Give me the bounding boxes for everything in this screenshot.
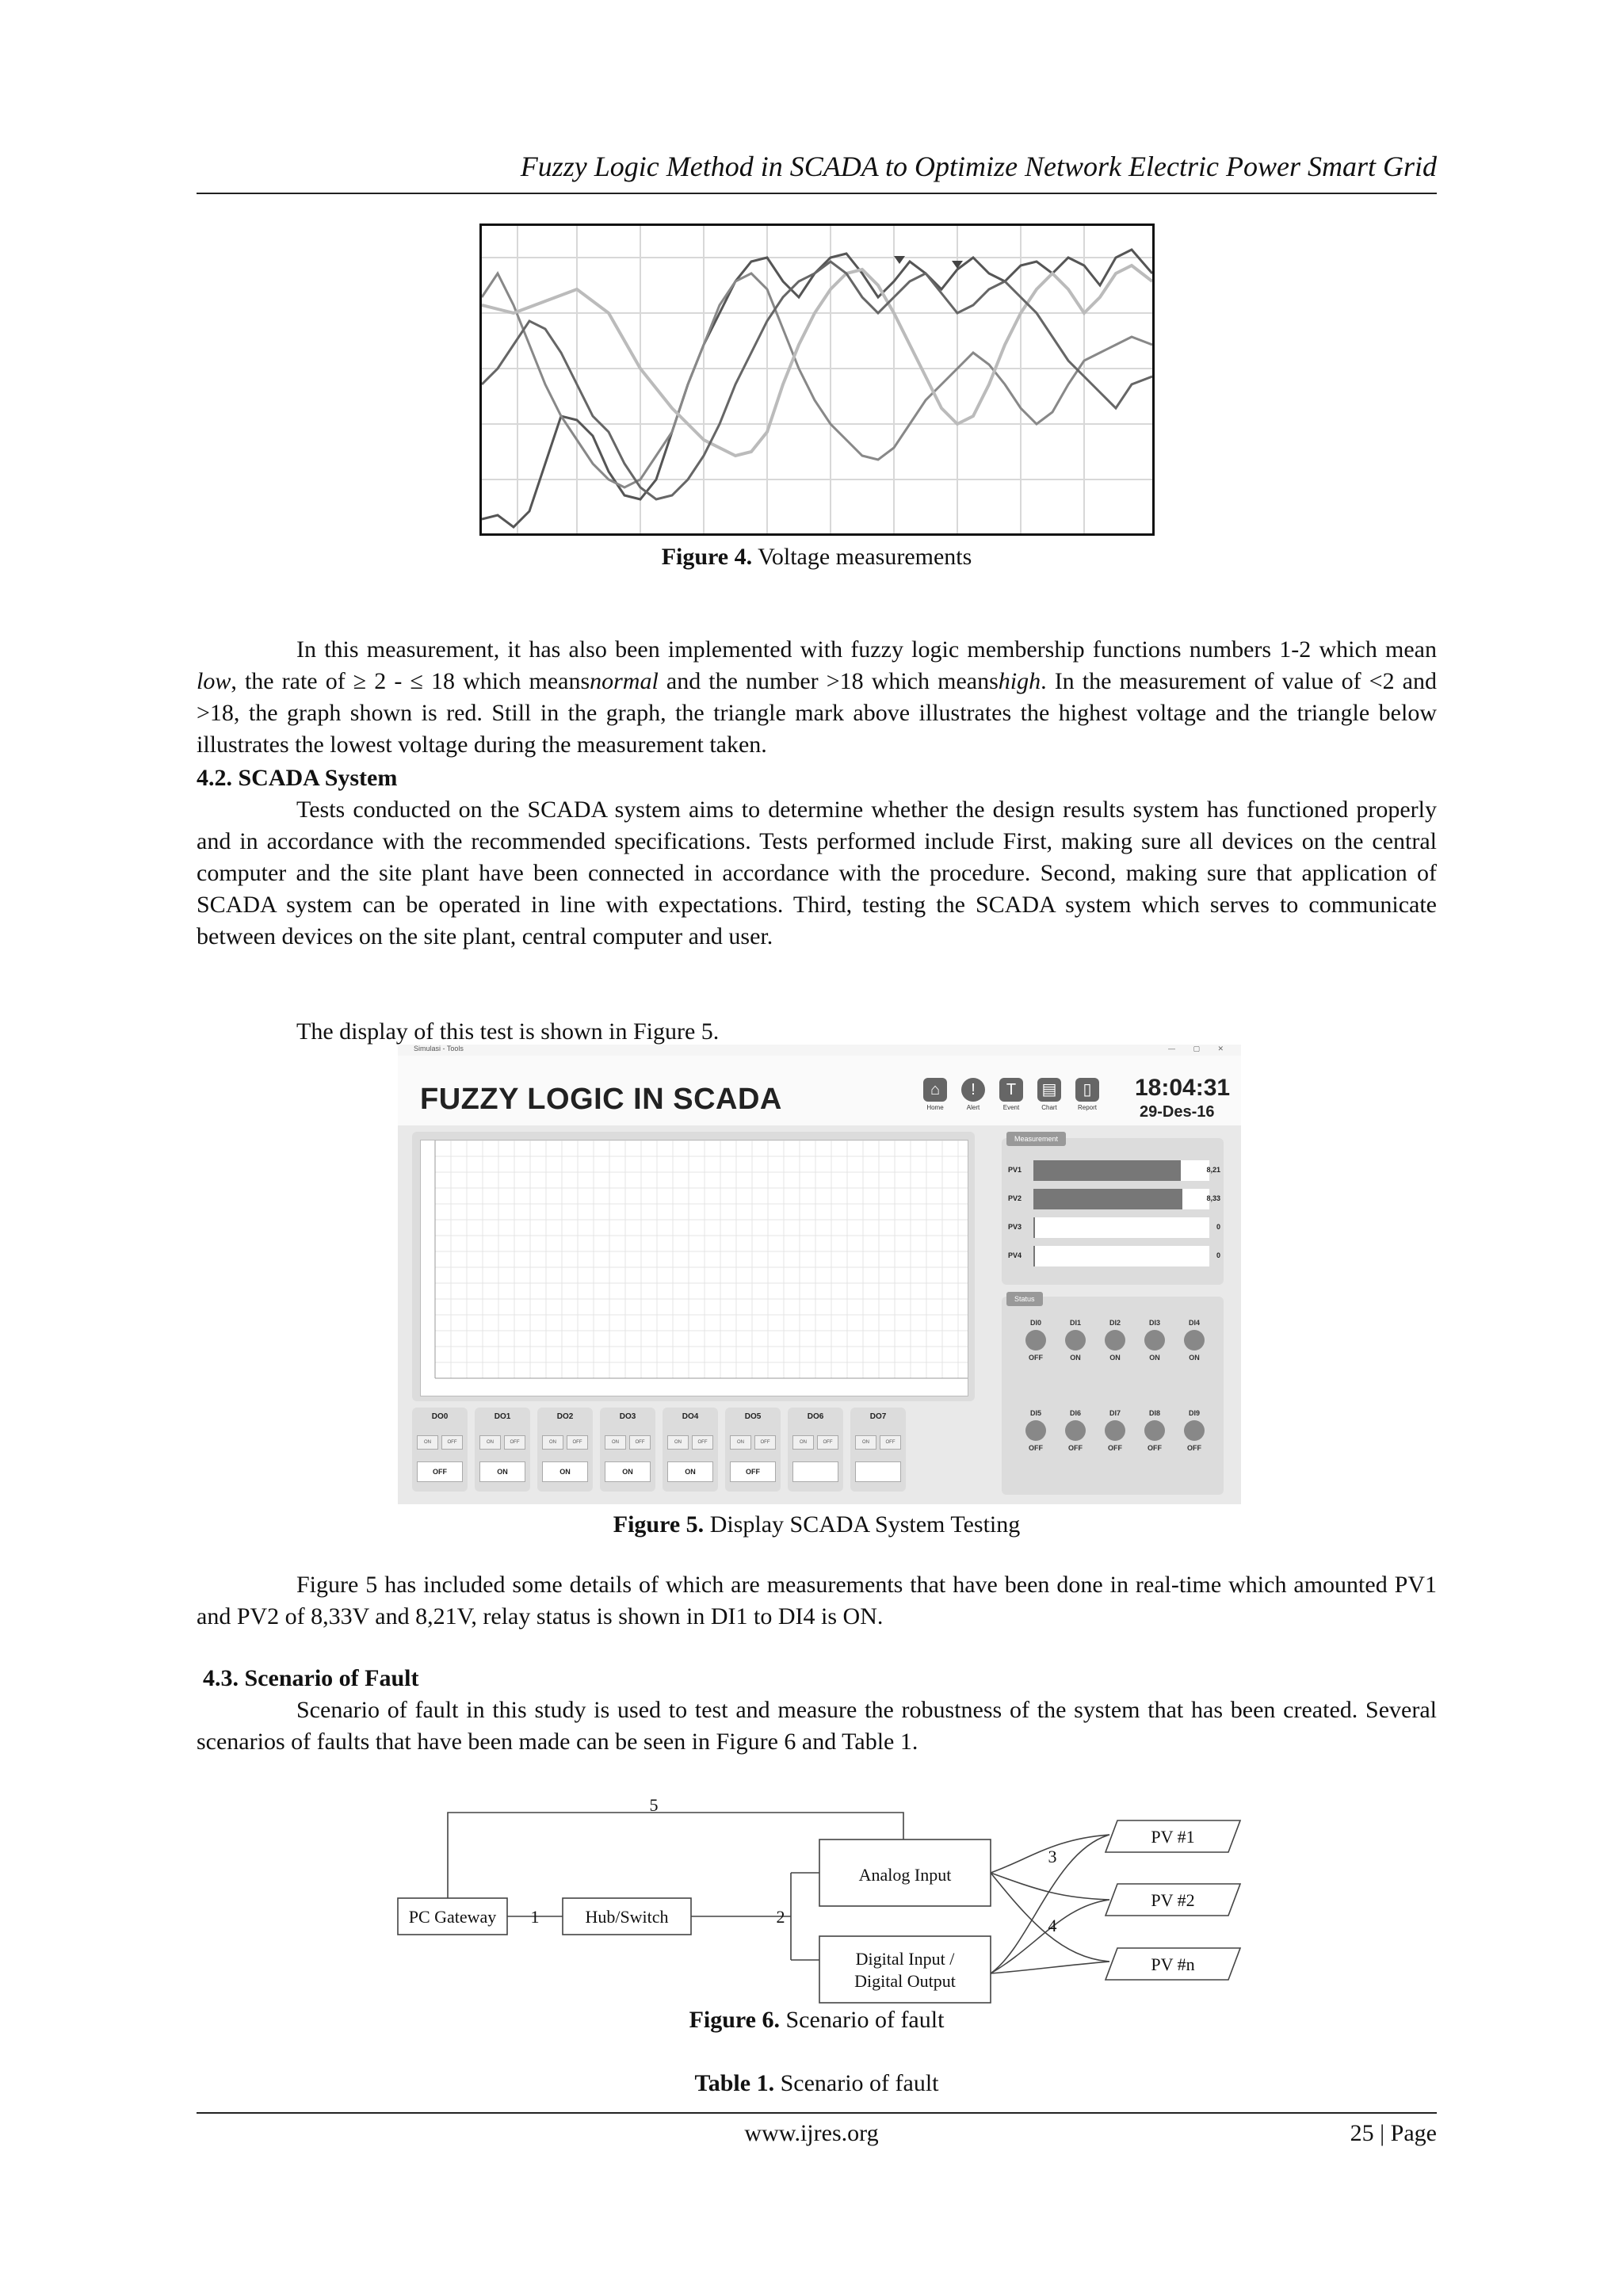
digital-output-do5 bbox=[725, 1408, 781, 1492]
led-state: OFF bbox=[1187, 1444, 1201, 1452]
led-indicator bbox=[1184, 1420, 1205, 1441]
do-state: ON bbox=[605, 1461, 651, 1482]
edge-label-5: 5 bbox=[649, 1795, 659, 1815]
measurement-label-pv2: PV2 bbox=[1008, 1194, 1022, 1202]
do-toggle-buttons bbox=[605, 1433, 651, 1447]
do-state bbox=[792, 1461, 838, 1482]
led-state: OFF bbox=[1029, 1444, 1043, 1452]
footer-url[interactable]: www.ijres.org bbox=[744, 2120, 879, 2146]
led-name: DI3 bbox=[1148, 1319, 1160, 1327]
status-tag: Status bbox=[1006, 1292, 1043, 1306]
measurement-label-pv1: PV1 bbox=[1008, 1166, 1022, 1174]
do-off-button[interactable]: OFF bbox=[754, 1435, 776, 1450]
toolbar-chart[interactable]: ▤ Chart bbox=[1035, 1078, 1064, 1111]
measurement-value-pv1: 8,21 bbox=[1206, 1166, 1220, 1174]
figure-5-caption: Figure 5. Display SCADA System Testing bbox=[613, 1511, 1021, 1538]
status-panel bbox=[1002, 1297, 1224, 1495]
led-name: DI9 bbox=[1188, 1409, 1200, 1417]
status-led-di3 bbox=[1143, 1319, 1167, 1362]
do-off-button[interactable]: OFF bbox=[504, 1435, 525, 1450]
digital-output-do3 bbox=[600, 1408, 655, 1492]
measurement-value-pv2: 8,33 bbox=[1206, 1194, 1220, 1202]
trend-grid bbox=[421, 1140, 968, 1396]
led-name: DI0 bbox=[1029, 1319, 1041, 1327]
do-on-button[interactable]: ON bbox=[605, 1435, 626, 1450]
digital-output-do0 bbox=[412, 1408, 468, 1492]
label-analog-input: Analog Input bbox=[858, 1865, 952, 1885]
measurement-bar-pv4 bbox=[1033, 1246, 1220, 1266]
voltage-trace-1 bbox=[482, 250, 1152, 527]
do-on-button[interactable]: ON bbox=[855, 1435, 876, 1450]
status-led-di6 bbox=[1064, 1409, 1087, 1452]
edge-label-2: 2 bbox=[776, 1907, 785, 1927]
do-state: ON bbox=[542, 1461, 588, 1482]
scada-app-title: FUZZY LOGIC IN SCADA bbox=[420, 1083, 782, 1116]
do-name: DO6 bbox=[807, 1412, 824, 1421]
label-pv1: PV #1 bbox=[1151, 1827, 1195, 1847]
led-name: DI6 bbox=[1069, 1409, 1081, 1417]
header-rule bbox=[197, 193, 1437, 194]
do-state: ON bbox=[479, 1461, 525, 1482]
status-led-di7 bbox=[1103, 1409, 1127, 1452]
led-state: OFF bbox=[1108, 1444, 1122, 1452]
measurement-tag: Measurement bbox=[1006, 1132, 1066, 1146]
status-led-di0 bbox=[1024, 1319, 1048, 1362]
do-on-button[interactable]: ON bbox=[542, 1435, 563, 1450]
do-on-button[interactable]: ON bbox=[730, 1435, 751, 1450]
figure-6-diagram bbox=[380, 1787, 1252, 2033]
voltage-graph bbox=[482, 226, 1152, 533]
led-indicator bbox=[1025, 1330, 1046, 1350]
do-name: DO4 bbox=[682, 1412, 699, 1421]
edge-3b bbox=[991, 1873, 1109, 1900]
do-on-button[interactable]: ON bbox=[792, 1435, 814, 1450]
section-4-3-heading: 4.3. Scenario of Fault bbox=[203, 1665, 419, 1691]
paragraph-figure5-details: Figure 5 has included some details of which are measurements that have been done in real-time which amounted PV1 and PV2 of 8,33V and 8,21V, relay status is shown in DI1 to DI4 is ON. bbox=[197, 1572, 1437, 1629]
label-digital-io-2: Digital Output bbox=[854, 1971, 956, 1991]
edge-2-split bbox=[791, 1873, 819, 1960]
toolbar-home[interactable]: ⌂ Home bbox=[921, 1078, 949, 1111]
do-toggle-buttons bbox=[417, 1433, 463, 1447]
do-toggle-buttons bbox=[792, 1433, 838, 1447]
led-state: OFF bbox=[1068, 1444, 1083, 1452]
led-indicator bbox=[1065, 1330, 1086, 1350]
do-on-button[interactable]: ON bbox=[667, 1435, 689, 1450]
measurement-bar-pv3 bbox=[1033, 1217, 1220, 1238]
led-name: DI1 bbox=[1069, 1319, 1081, 1327]
do-name: DO0 bbox=[431, 1412, 449, 1421]
digital-output-do7 bbox=[850, 1408, 906, 1492]
node-digital-io bbox=[819, 1936, 991, 2003]
do-on-button[interactable]: ON bbox=[479, 1435, 501, 1450]
led-state: OFF bbox=[1029, 1354, 1043, 1362]
do-name: DO7 bbox=[869, 1412, 887, 1421]
led-indicator bbox=[1025, 1420, 1046, 1441]
report-icon: ▯ bbox=[1075, 1078, 1099, 1102]
led-state: ON bbox=[1070, 1354, 1081, 1362]
label-pv2: PV #2 bbox=[1151, 1890, 1195, 1910]
scada-clock-time: 18:04:31 bbox=[1135, 1075, 1231, 1101]
do-state: ON bbox=[667, 1461, 713, 1482]
led-state: ON bbox=[1149, 1354, 1160, 1362]
status-led-di4 bbox=[1182, 1319, 1206, 1362]
digital-output-panel bbox=[412, 1408, 951, 1498]
paragraph-scenario-fault: Scenario of fault in this study is used to test and measure the robustness of the system that has been created. Several scenarios of faults that have been made can be seen in Figure 6 and Table 1. bbox=[197, 1697, 1437, 1755]
do-off-button[interactable]: OFF bbox=[692, 1435, 713, 1450]
led-indicator bbox=[1144, 1330, 1165, 1350]
chart-icon: ▤ bbox=[1037, 1078, 1061, 1102]
do-name: DO5 bbox=[744, 1412, 762, 1421]
measurement-label-pv4: PV4 bbox=[1008, 1251, 1022, 1259]
do-toggle-buttons bbox=[730, 1433, 776, 1447]
led-indicator bbox=[1184, 1330, 1205, 1350]
scada-window-titlebar bbox=[398, 1045, 1241, 1056]
edge-4c bbox=[991, 1962, 1109, 1973]
do-state: OFF bbox=[417, 1461, 463, 1482]
led-name: DI5 bbox=[1029, 1409, 1041, 1417]
home-icon: ⌂ bbox=[923, 1078, 947, 1102]
figure-5-scada-screen bbox=[398, 1045, 1241, 1504]
led-indicator bbox=[1105, 1420, 1125, 1441]
edge-label-4: 4 bbox=[1048, 1916, 1057, 1935]
footer-rule bbox=[197, 2112, 1437, 2114]
digital-output-do2 bbox=[537, 1408, 593, 1492]
do-toggle-buttons bbox=[542, 1433, 588, 1447]
toolbar-report[interactable]: ▯ Report bbox=[1073, 1078, 1102, 1111]
label-hub-switch: Hub/Switch bbox=[585, 1907, 669, 1927]
toolbar-event[interactable]: T Event bbox=[997, 1078, 1025, 1111]
do-name: DO1 bbox=[494, 1412, 511, 1421]
measurement-bar-pv2 bbox=[1033, 1189, 1220, 1209]
do-on-button[interactable]: ON bbox=[417, 1435, 438, 1450]
led-name: DI2 bbox=[1109, 1319, 1121, 1327]
do-state bbox=[855, 1461, 901, 1482]
running-header: Fuzzy Logic Method in SCADA to Optimize Network Electric Power Smart Grid bbox=[520, 151, 1437, 182]
scada-clock-date: 29-Des-16 bbox=[1140, 1103, 1215, 1121]
status-led-di1 bbox=[1064, 1319, 1087, 1362]
led-name: DI4 bbox=[1188, 1319, 1200, 1327]
measurement-value-pv3: 0 bbox=[1216, 1223, 1220, 1231]
figure-4-caption: Figure 4. Voltage measurements bbox=[661, 544, 972, 570]
figure-4-plot bbox=[479, 223, 1155, 536]
table-1-caption: Table 1. Scenario of fault bbox=[694, 2070, 939, 2096]
window-controls[interactable]: — ▢ ✕ bbox=[1167, 1045, 1232, 1052]
scada-window-title: Simulasi - Tools bbox=[414, 1045, 464, 1052]
do-off-button[interactable]: OFF bbox=[567, 1435, 588, 1450]
measurement-label-pv3: PV3 bbox=[1008, 1223, 1022, 1231]
status-led-di5 bbox=[1024, 1409, 1048, 1452]
led-indicator bbox=[1144, 1420, 1165, 1441]
event-icon: T bbox=[999, 1078, 1023, 1102]
alert-icon: ! bbox=[961, 1078, 985, 1102]
do-off-button[interactable]: OFF bbox=[441, 1435, 463, 1450]
do-name: DO3 bbox=[619, 1412, 636, 1421]
do-state: OFF bbox=[730, 1461, 776, 1482]
led-state: ON bbox=[1189, 1354, 1200, 1362]
edge-label-1: 1 bbox=[530, 1907, 540, 1927]
status-led-di8 bbox=[1143, 1409, 1167, 1452]
paragraph-membership: In this measurement, it has also been implemented with fuzzy logic membership functions numbers 1-2 which mean low, the rate of ≥ 2 - ≤ 18 which meansnormal and the number >18 which meanshigh. In the measurement of value of <2 and >18, the graph shown is red. Still in the graph, the triangle mark above illustrates the highest voltage and the triangle below illustrates the lowest voltage during the measurement taken. bbox=[197, 636, 1437, 758]
status-led-di2 bbox=[1103, 1319, 1127, 1362]
figure-6-caption: Figure 6. Scenario of fault bbox=[689, 2007, 945, 2033]
led-name: DI8 bbox=[1148, 1409, 1160, 1417]
label-digital-io-1: Digital Input / bbox=[855, 1949, 955, 1969]
paragraph-display-ref: The display of this test is shown in Figure 5. bbox=[296, 1018, 720, 1045]
scada-trend-panel bbox=[412, 1132, 975, 1401]
led-indicator bbox=[1105, 1330, 1125, 1350]
measurement-value-pv4: 0 bbox=[1216, 1251, 1220, 1259]
section-4-2-heading: 4.2. SCADA System bbox=[197, 765, 398, 791]
footer-page-number: 25 | Page bbox=[1350, 2120, 1437, 2146]
measurement-bar-pv1 bbox=[1033, 1160, 1220, 1181]
label-pvn: PV #n bbox=[1151, 1954, 1195, 1974]
scada-trend-chart bbox=[420, 1140, 968, 1396]
digital-output-do1 bbox=[475, 1408, 530, 1492]
highest-voltage-triangle bbox=[894, 256, 905, 264]
status-led-di9 bbox=[1182, 1409, 1206, 1452]
toolbar-alert[interactable]: ! Alert bbox=[959, 1078, 987, 1111]
scada-app-header bbox=[398, 1056, 1241, 1125]
do-off-button[interactable]: OFF bbox=[629, 1435, 651, 1450]
measurement-panel bbox=[1002, 1135, 1224, 1285]
measurement-bar-fill bbox=[1035, 1160, 1181, 1181]
do-off-button[interactable]: OFF bbox=[880, 1435, 901, 1450]
voltage-trace-4 bbox=[482, 262, 1152, 499]
label-pc-gateway: PC Gateway bbox=[408, 1907, 497, 1927]
do-toggle-buttons bbox=[479, 1433, 525, 1447]
do-toggle-buttons bbox=[667, 1433, 713, 1447]
measurement-bar-fill bbox=[1035, 1189, 1182, 1209]
digital-output-do6 bbox=[788, 1408, 843, 1492]
edge-label-3: 3 bbox=[1048, 1847, 1057, 1866]
led-name: DI7 bbox=[1109, 1409, 1121, 1417]
led-state: ON bbox=[1109, 1354, 1121, 1362]
led-indicator bbox=[1065, 1420, 1086, 1441]
paragraph-scada-system: Tests conducted on the SCADA system aims to determine whether the design results system has functioned properly and in accordance with the recommended specifications. Tests performed include First, making sure all devices on the central computer and the site plant have been connected in accordance with the procedure. Second, making sure that application of SCADA system can be operated in line with expectations. Third, testing the SCADA system which serves to communicate between devices on the site plant, central computer and user. bbox=[197, 797, 1437, 949]
voltage-trace-2 bbox=[482, 273, 1152, 487]
led-state: OFF bbox=[1148, 1444, 1162, 1452]
digital-output-do4 bbox=[663, 1408, 718, 1492]
do-toggle-buttons bbox=[855, 1433, 901, 1447]
do-off-button[interactable]: OFF bbox=[817, 1435, 838, 1450]
do-name: DO2 bbox=[556, 1412, 574, 1421]
